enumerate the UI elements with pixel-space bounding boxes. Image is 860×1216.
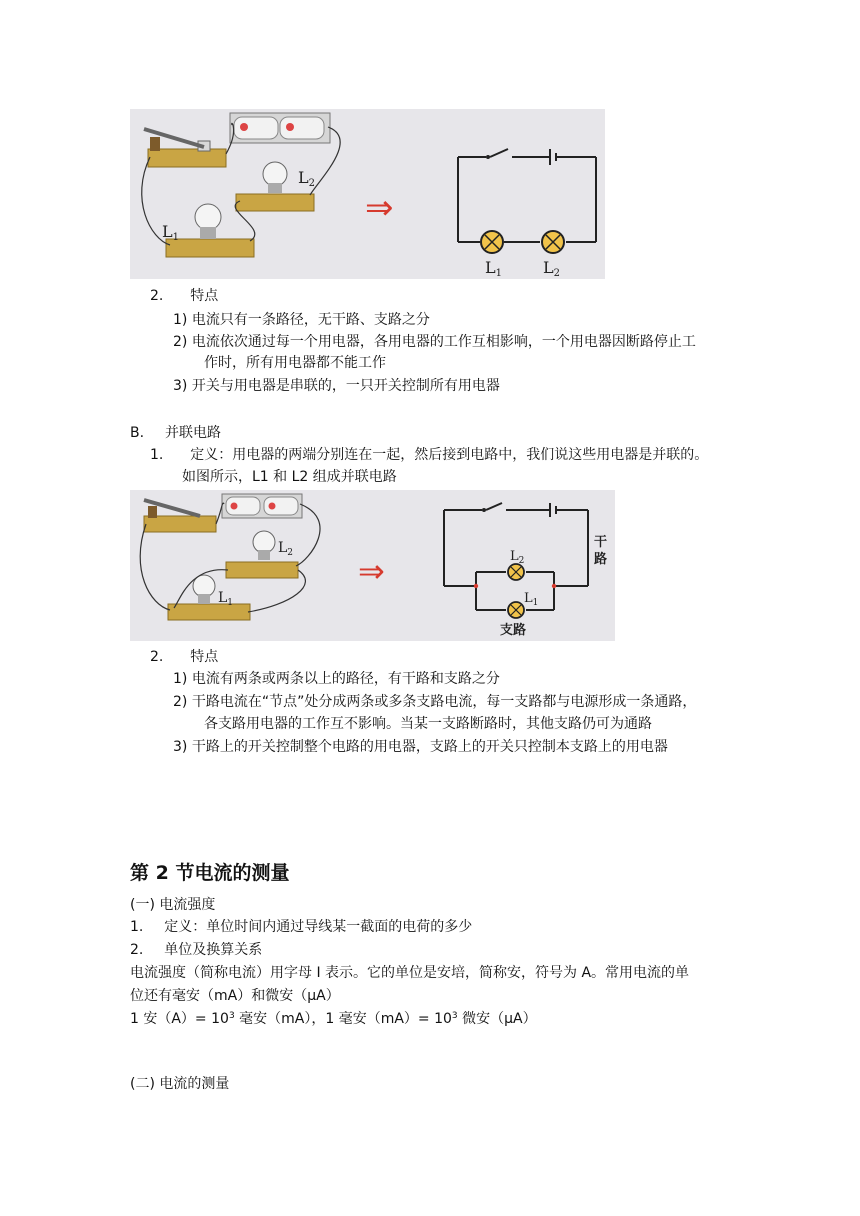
parallel-def-num: 1.: [150, 447, 164, 463]
svg-text:L1: L1: [485, 258, 502, 279]
list-item-num: 2): [173, 334, 188, 350]
fig1-l1-sub: 1: [172, 232, 179, 243]
schem1-l1-sub: 1: [495, 268, 502, 279]
def-text: 定义：单位时间内通过导线某一截面的电荷的多少: [164, 919, 473, 935]
parallel-definition: [150, 445, 708, 465]
list-item-text: 干路电流在“节点”处分成两条或多条支路电流，每一支路都与电源形成一条通路，: [191, 694, 697, 710]
list-item-num: 3): [173, 378, 188, 394]
list-item-text: 电流只有一条路径，无干路、支路之分: [191, 312, 430, 328]
unit-text: 单位及换算关系: [164, 942, 263, 958]
svg-text:L2: L2: [298, 168, 315, 189]
list-item-text: 电流依次通过每一个用电器，各用电器的工作互相影响，一个用电器因断路停止工: [191, 334, 696, 350]
list-item: [173, 737, 668, 757]
conversion-exponent-2: 3: [451, 1011, 458, 1021]
fig2-l2-sub: 2: [287, 548, 294, 558]
svg-text:L1: $L_1$: [218, 590, 234, 608]
paragraph-line-1: 电流强度（简称电流）用字母 I 表示。它的单位是安培，简称安，符号为 A。常用电流的单: [130, 965, 690, 981]
list-item: [173, 376, 500, 396]
series-features-num: 2.: [150, 288, 164, 304]
list-item-num: 3): [173, 739, 188, 755]
lamp-l2-icon: [542, 231, 564, 253]
list-item-num: 1): [173, 671, 188, 687]
conversion-part-a: 1 安（A）= 10: [130, 1011, 229, 1027]
definition-line: [130, 917, 472, 937]
unit-num: 2.: [130, 942, 144, 958]
main-line-label-1: 干: [594, 535, 608, 550]
main-line-label-2: 路: [594, 552, 608, 567]
list-item-text: 开关与用电器是串联的，一只开关控制所有用电器: [191, 378, 500, 394]
parallel-letter: B.: [130, 425, 145, 441]
schem2-l2-sub: 2: [518, 556, 525, 566]
list-item-num: 1): [173, 312, 188, 328]
section-heading: 第 2 节电流的测量: [130, 862, 290, 884]
parallel-heading: [130, 423, 221, 443]
list-item-continuation: 各支路用电器的工作互不影响。当某一支路断路时，其他支路仍可为通路: [204, 716, 652, 732]
branch-label: 支路: [500, 623, 527, 638]
series-features-title: 特点: [190, 288, 219, 304]
parallel-title: 并联电路: [164, 425, 221, 441]
unit-line: [130, 940, 262, 960]
right-arrow-icon: ⇒: [358, 552, 385, 590]
fig2-l1-sub: 1: [227, 598, 234, 608]
svg-text:L2: L2: [543, 258, 560, 279]
parallel-def-text: 定义：用电器的两端分别连在一起，然后接到电路中，我们说这些用电器是并联的。: [190, 447, 709, 463]
conversion-part-c: 微安（μA）: [457, 1011, 537, 1027]
conversion-exponent-1: 3: [228, 1011, 235, 1021]
list-item-num: 2): [173, 694, 188, 710]
parallel-features-num: 2.: [150, 649, 164, 665]
list-item-text: 干路上的开关控制整个电路的用电器，支路上的开关只控制本支路上的用电器: [191, 739, 668, 755]
def-num: 1.: [130, 919, 144, 935]
fig1-l2-sub: 2: [308, 178, 315, 189]
conversion-line: [130, 1009, 537, 1029]
list-item: [173, 692, 696, 712]
lamp-l1-icon: [481, 231, 503, 253]
series-features-heading: [150, 286, 218, 306]
list-item-continuation: 作时，所有用电器都不能工作: [204, 355, 386, 371]
paragraph-line-2: 位还有毫安（mA）和微安（μA）: [130, 988, 340, 1004]
svg-text:L2: $L_2$: [278, 540, 294, 558]
list-item: [173, 332, 696, 352]
subsection-title-2: (二) 电流的测量: [130, 1076, 230, 1092]
svg-text:L2: $L_2$: [510, 549, 525, 566]
schem1-l2-sub: 2: [553, 268, 560, 279]
list-item: [173, 310, 430, 330]
list-item-text: 电流有两条或两条以上的路径，有干路和支路之分: [191, 671, 500, 687]
list-item: [173, 669, 500, 689]
schem2-l1-sub: 1: [532, 598, 539, 608]
parallel-def-continuation: 如图所示，L1 和 L2 组成并联电路: [182, 469, 397, 485]
parallel-features-heading: [150, 647, 218, 667]
parallel-features-title: 特点: [190, 649, 219, 665]
conversion-part-b: 毫安（mA），1 毫安（mA）= 10: [234, 1011, 452, 1027]
series-schematic: [458, 149, 596, 242]
right-arrow-icon: ⇒: [365, 188, 394, 228]
lamp-l1-icon: [508, 602, 524, 618]
svg-text:L1: L1: [162, 222, 179, 243]
parallel-circuit-figure: [130, 490, 615, 641]
lamp-l2-icon: [508, 564, 524, 580]
svg-text:L1: $L_1$: [524, 591, 539, 608]
subsection-title-1: (一) 电流强度: [130, 897, 216, 913]
series-circuit-figure: [130, 109, 605, 279]
